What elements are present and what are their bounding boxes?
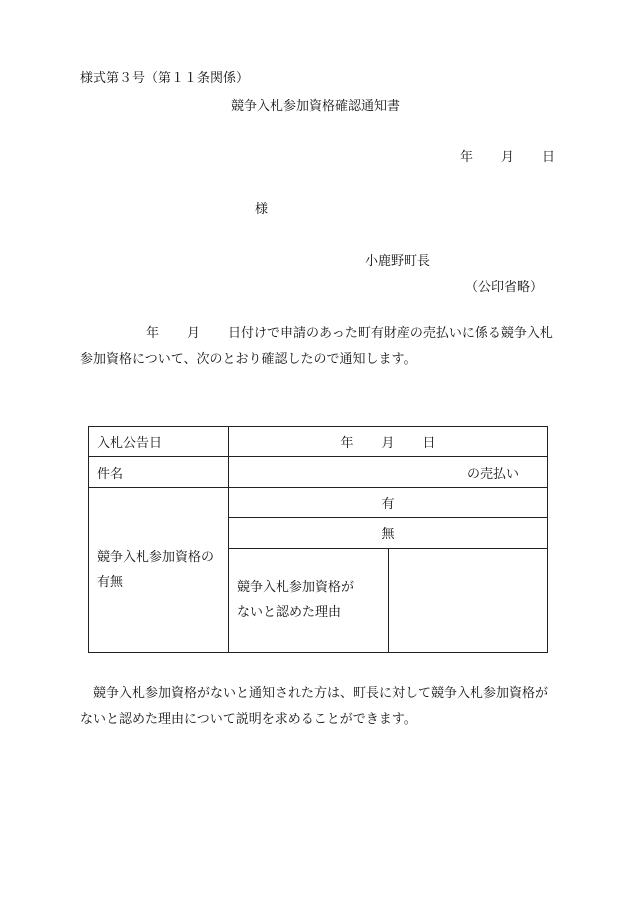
qualification-label-line-1: 競争入札参加資格の <box>97 549 215 565</box>
bid-notice-day: 日 <box>422 436 436 452</box>
qualification-label <box>89 487 229 652</box>
qualification-label-line-2: 有無 <box>97 574 124 590</box>
issue-date-year: 年 <box>460 150 474 165</box>
footer-line-1: 競争入札参加資格がないと通知された方は、町長に対して競争入札参加資格が <box>80 686 549 701</box>
reason-value <box>388 548 548 652</box>
footer-paragraph <box>80 681 580 733</box>
option-yes: 有 <box>229 487 548 517</box>
intro-line-2: 参加資格について、次のとおり確認したので通知します。 <box>80 352 417 367</box>
form-number: 様式第３号（第１１条関係） <box>80 71 250 86</box>
issue-date <box>460 146 555 165</box>
intro-line-1 <box>80 321 580 347</box>
document-title: 競争入札参加資格確認通知書 <box>231 99 401 114</box>
intro-line-1-text: 日付けで申請のあった町有財産の売払いに係る競争入札 <box>228 326 553 341</box>
intro-month: 月 <box>187 326 201 341</box>
bid-notice-date-label: 入札公告日 <box>89 427 229 457</box>
intro-year: 年 <box>146 326 160 341</box>
reason-label-line-1: 競争入札参加資格が <box>237 580 355 596</box>
addressee-honorific: 様 <box>255 202 269 217</box>
table-row-qualification-yes <box>89 487 548 517</box>
intro-paragraph <box>80 321 580 373</box>
reason-label <box>229 548 389 652</box>
issue-date-month: 月 <box>501 150 515 165</box>
subject-value: の売払い <box>229 457 548 487</box>
issuer-name: 小鹿野町長 <box>365 254 431 269</box>
bid-notice-year: 年 <box>340 436 354 452</box>
issue-date-day: 日 <box>542 150 556 165</box>
footer-line-2: ないと認めた理由について説明を求めることができます。 <box>80 712 417 727</box>
bid-notice-date-value <box>229 427 548 457</box>
seal-omitted-note: （公印省略） <box>465 280 544 295</box>
bid-notice-month: 月 <box>381 436 395 452</box>
table-row-subject <box>89 457 548 487</box>
subject-label: 件名 <box>89 457 229 487</box>
table-row-bid-notice-date <box>89 427 548 457</box>
option-no: 無 <box>229 518 548 548</box>
reason-label-line-2: ないと認めた理由 <box>237 605 342 621</box>
qualification-table <box>88 426 548 653</box>
